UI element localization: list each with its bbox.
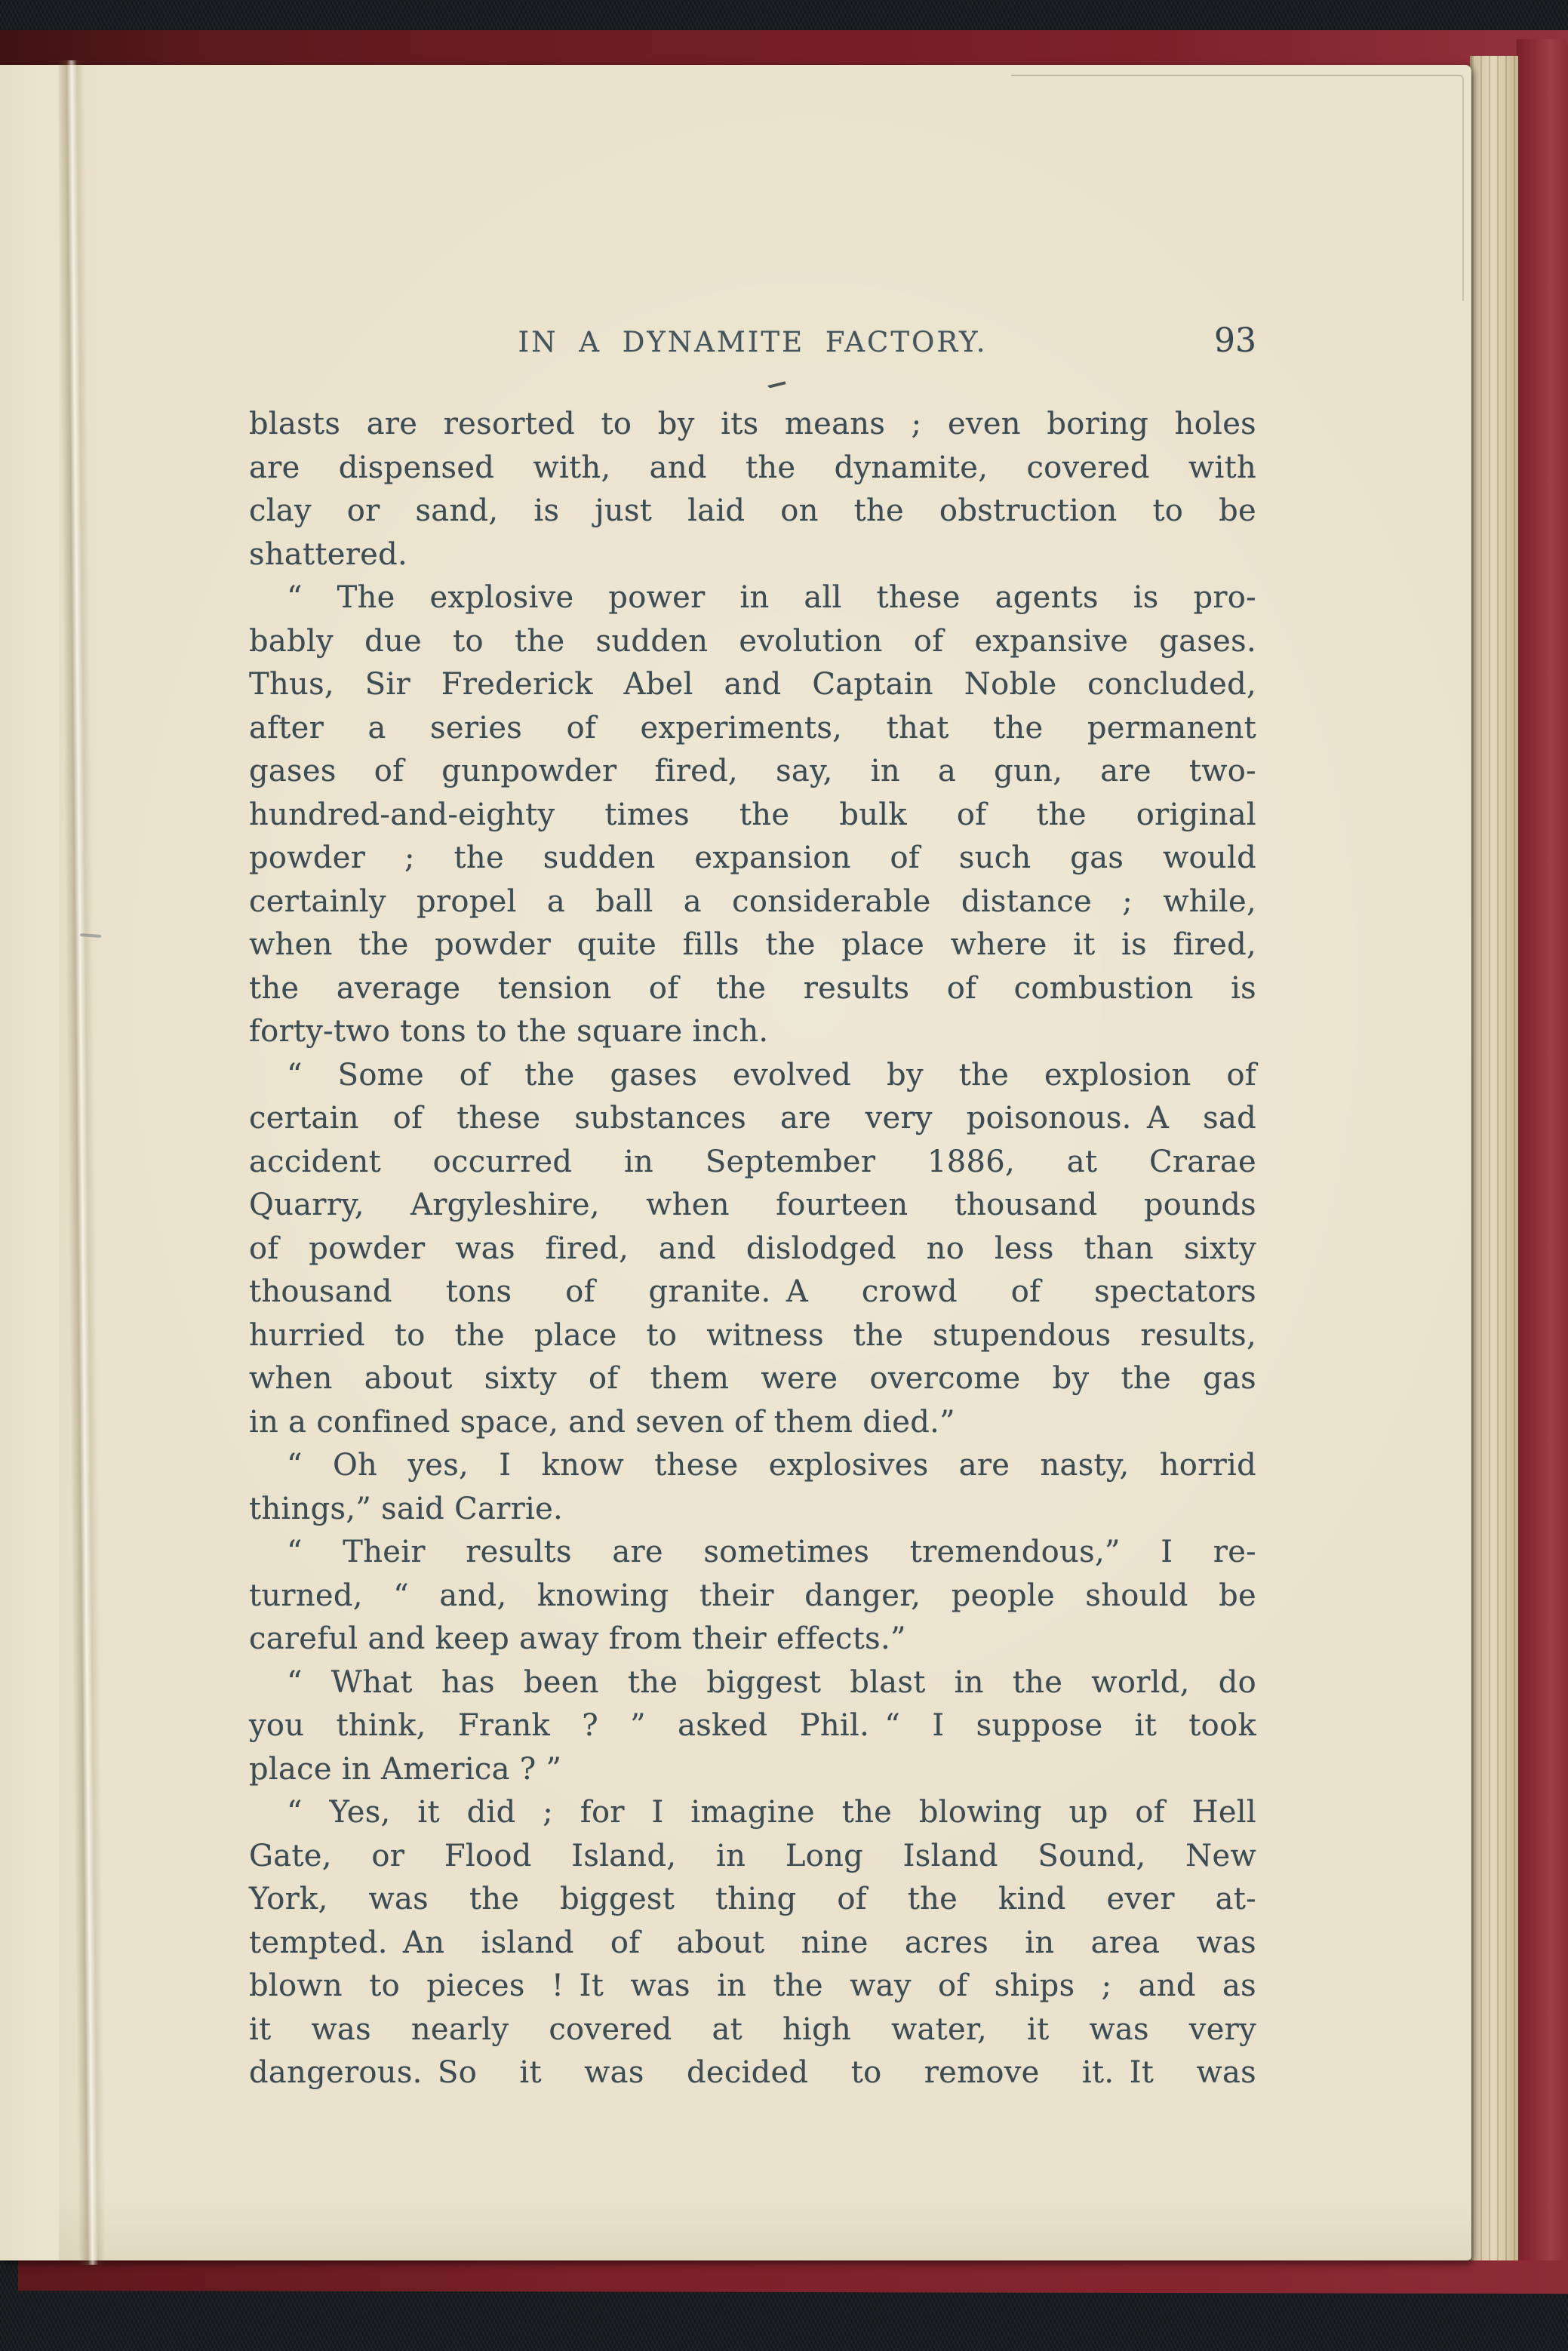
text-line: York, was the biggest thing of the kind ever at- (249, 1882, 1256, 1916)
text-line: accident occurred in September 1886, at Crarae (249, 1144, 1256, 1179)
text-line: the average tension of the results of combustion is (249, 970, 1256, 1006)
text-line: are dispensed with, and the dynamite, covered with (249, 450, 1256, 485)
top-right-corner-crease (1011, 75, 1464, 301)
text-line: careful and keep away from their effects.” (249, 1621, 906, 1656)
page-stack-fore-edge (1470, 56, 1518, 2260)
text-line: thousand tons of granite. A crowd of spectators (249, 1274, 1256, 1309)
text-line: blown to pieces ! It was in the way of ships ; and as (249, 1968, 1256, 2003)
red-cover-edge-top (0, 30, 1568, 68)
text-line: hurried to the place to witness the stupendous results, (249, 1317, 1256, 1353)
text-line: in a confined space, and seven of them died.” (249, 1404, 955, 1440)
page-number: 93 (1214, 321, 1256, 360)
text-line: bably due to the sudden evolution of expansive gases. (249, 623, 1256, 659)
text-line: gases of gunpowder fired, say, in a gun, are two- (249, 754, 1256, 788)
text-line: Quarry, Argyleshire, when fourteen thousand pounds (249, 1188, 1256, 1222)
text-line: forty-two tons to the square inch. (249, 1014, 769, 1049)
text-line: Gate, or Flood Island, in Long Island Sound, New (249, 1838, 1256, 1873)
red-cover-edge-bottom (18, 2257, 1568, 2294)
text-line: certainly propel a ball a considerable distance ; while, (249, 884, 1256, 919)
text-line: hundred-and-eighty times the bulk of the original (249, 797, 1256, 832)
text-line: “ Yes, it did ; for I imagine the blowing up of Hell (287, 1795, 1256, 1830)
text-line: Thus, Sir Frederick Abel and Captain Noble concluded, (249, 667, 1256, 702)
text-line: when about sixty of them were overcome by the gas (249, 1361, 1256, 1396)
text-line: “ Their results are sometimes tremendous,” I re- (287, 1535, 1256, 1569)
text-line: it was nearly covered at high water, it was very (249, 2011, 1256, 2047)
gutter-page-fold (0, 65, 59, 2260)
text-line: powder ; the sudden expansion of such gas would (249, 841, 1256, 875)
text-line: “ Some of the gases evolved by the explosion of (287, 1057, 1256, 1093)
text-line: tempted. An island of about nine acres in area was (249, 1925, 1256, 1960)
text-line: “ What has been the biggest blast in the world, do (287, 1664, 1256, 1700)
text-line: clay or sand, is just laid on the obstruction to be (249, 493, 1256, 528)
book-page (0, 65, 1471, 2260)
text-line: when the powder quite fills the place where it is fired, (249, 927, 1256, 962)
text-line: place in America ? ” (249, 1751, 562, 1787)
text-line: blasts are resorted to by its means ; even boring holes (249, 407, 1256, 441)
gutter-crease-line (57, 60, 106, 2265)
stray-ink-mark (767, 381, 786, 392)
text-line: dangerous. So it was decided to remove it. It was (249, 2055, 1256, 2090)
text-line: of powder was fired, and dislodged no less than sixty (249, 1231, 1256, 1266)
text-line: “ Oh yes, I know these explosives are nasty, horrid (287, 1448, 1256, 1483)
page-header (249, 321, 1256, 371)
text-line: certain of these substances are very poisonous. A sad (249, 1101, 1256, 1136)
text-line: you think, Frank ? ” asked Phil. “ I suppose it took (249, 1708, 1256, 1743)
text-line: turned, “ and, knowing their danger, people should be (249, 1578, 1256, 1613)
running-title: IN A DYNAMITE FACTORY. (518, 326, 988, 358)
text-line: “ The explosive power in all these agents is pro- (287, 580, 1256, 615)
text-line: things,” said Carrie. (249, 1491, 564, 1526)
text-line: after a series of experiments, that the permanent (249, 710, 1256, 745)
body-text (249, 403, 1256, 2095)
red-cover-edge-right (1517, 39, 1568, 2294)
text-line: shattered. (249, 536, 408, 572)
